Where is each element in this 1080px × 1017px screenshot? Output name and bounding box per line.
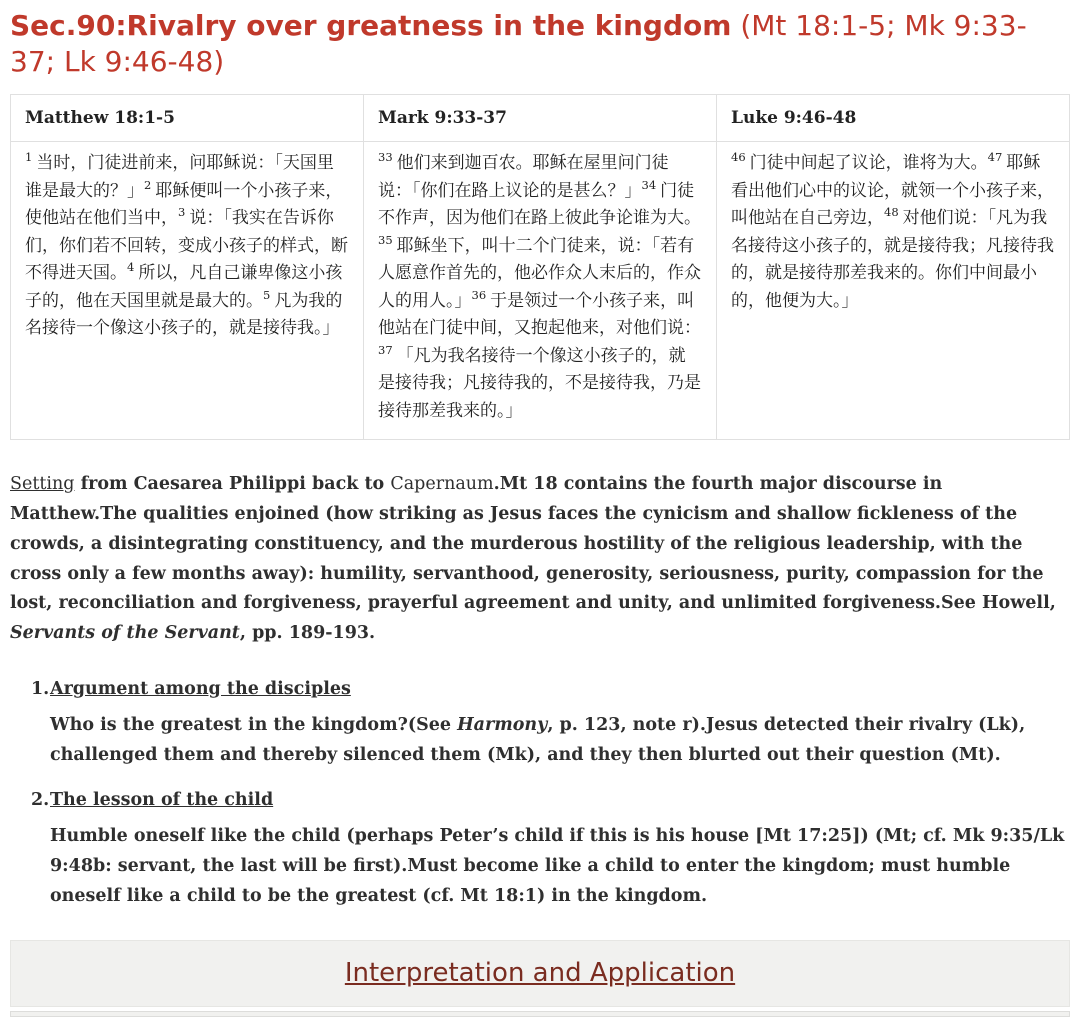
- note-body: [50, 711, 1070, 771]
- list-item-1: [31, 679, 1070, 771]
- verse-text: 门徒中间起了议论，谁将为大。: [749, 153, 988, 173]
- verse-number: 35: [378, 232, 393, 247]
- verse-number: 3: [178, 205, 186, 220]
- notes-list: [10, 679, 1070, 912]
- verse-number: 33: [378, 150, 393, 165]
- text-run: Setting: [10, 474, 75, 495]
- interpretation-link[interactable]: Interpretation and Application: [344, 957, 736, 988]
- verse-number: 47: [987, 150, 1003, 165]
- page-title: [10, 8, 1070, 80]
- verse-text: 凡为我的名接待一个像这小孩子的，就是接待我。」: [25, 290, 343, 339]
- section-title: Sec.90:Rivalry over greatness in the kingdom: [10, 9, 732, 42]
- verse-number: 2: [144, 177, 152, 192]
- verse-text: 他们来到迦百农。耶稣在屋里问门徒说：「你们在路上议论的是甚么？」: [378, 153, 669, 201]
- table-body-row: [11, 142, 1070, 440]
- note-heading: [31, 679, 1070, 699]
- table-header-row: [11, 95, 1070, 142]
- gospel-cell-2: [717, 142, 1070, 440]
- verse-number: 34: [641, 177, 657, 192]
- verse-text: 说：「我实在告诉你们，你们若不回转，变成小孩子的样式，断不得进天国。: [25, 208, 348, 284]
- verse-text: 耶稣便叫一个小孩子来，使他站在他们当中，: [25, 180, 343, 229]
- section-title-references: (Mt 18:1-5; Mk 9:33-37; Lk 9:46-48): [10, 9, 1027, 78]
- note-number: 1.: [31, 678, 50, 699]
- note-body: [50, 822, 1070, 911]
- verse-number: 48: [884, 205, 899, 220]
- note-title: The lesson of the child: [50, 790, 274, 811]
- text-run: Harmony: [457, 714, 548, 735]
- verse-number: 1: [25, 150, 33, 165]
- interpretation-panel: [10, 940, 1070, 1007]
- text-run: , p. 123, note r).Jesus detected their rivalry (Lk), challenged them and thereby silenced them (Mk), and they then blurted out their question (Mt).: [50, 714, 1026, 765]
- text-run: Servants of the Servant: [10, 623, 240, 644]
- verse-text: 耶稣看出他们心中的议论，就领一个小孩子来，叫他站在自己旁边，: [731, 153, 1054, 229]
- verse-text: 当时，门徒进前来，问耶稣说：「天国里谁是最大的？」: [25, 153, 334, 201]
- next-panel-edge: [10, 1011, 1070, 1017]
- verse-text: 「凡为我名接待一个像这小孩子的，就是接待我；凡接待我的，不是接待我，乃是接待那差我来的。」: [378, 345, 701, 421]
- verse-number: 46: [731, 150, 746, 165]
- gospel-cell-0: [11, 142, 364, 440]
- verse-number: 5: [263, 288, 271, 302]
- verse-text: 门徒不作声，因为他们在路上彼此争论谁为大。: [378, 180, 701, 229]
- setting-paragraph: [10, 470, 1070, 649]
- verse-text: 对他们说：「凡为我名接待这小孩子的，就是接待我；凡接待我的，就是接待那差我来的。你们中间最小的，他便为大。」: [731, 208, 1054, 311]
- parallel-gospels-table: [10, 94, 1070, 440]
- table-header-1: Mark 9:33-37: [364, 95, 717, 142]
- list-item-2: [31, 790, 1070, 911]
- verse-text: 耶稣坐下，叫十二个门徒来，说：「若有人愿意作首先的，他必作众人末后的，作众人的用人。」: [378, 235, 701, 311]
- note-number: 2.: [31, 790, 50, 811]
- note-heading: [31, 790, 1070, 810]
- text-run: Capernaum: [390, 474, 494, 495]
- note-title: Argument among the disciples: [50, 678, 351, 699]
- verse-number: 36: [471, 288, 487, 302]
- text-run: Who is the greatest in the kingdom?(See: [50, 714, 458, 735]
- text-run: Humble oneself like the child (perhaps Peter’s child if this is his house [Mt 17:25]) (Mt; cf. Mk 9:35/Lk 9:48b: servant, the last will be first).Must become like a child to enter the kingdom; must humble oneself like a child to be the greatest (cf. Mt 18:1) in the kingdom.: [50, 826, 1065, 906]
- text-run: , pp. 189-193.: [239, 623, 376, 644]
- table-header-0: Matthew 18:1-5: [11, 95, 364, 142]
- verse-number: 4: [127, 260, 135, 275]
- text-run: .Mt 18 contains the fourth major discourse in Matthew.The qualities enjoined (how striking as Jesus faces the cynicism and shallow fickleness of the crowds, a disintegrating constituency, and the murderous hostility of the religious leadership, with the cross only a few months away): humility, servanthood, generosity, seriousness, purity, compassion for the lost, reconciliation and forgiveness, prayerful agreement and unity, and unlimited forgiveness.See Howell,: [10, 474, 1056, 614]
- table-header-2: Luke 9:46-48: [717, 95, 1070, 142]
- gospel-cell-1: [364, 142, 717, 440]
- text-run: from Caesarea Philippi back to: [74, 474, 391, 495]
- verse-text: 所以，凡自己谦卑像这小孩子的，他在天国里就是最大的。: [25, 263, 343, 311]
- page: [0, 8, 1080, 1017]
- verse-text: 于是领过一个小孩子来，叫他站在门徒中间，又抱起他来，对他们说：: [378, 290, 701, 339]
- verse-number: 37: [378, 343, 393, 358]
